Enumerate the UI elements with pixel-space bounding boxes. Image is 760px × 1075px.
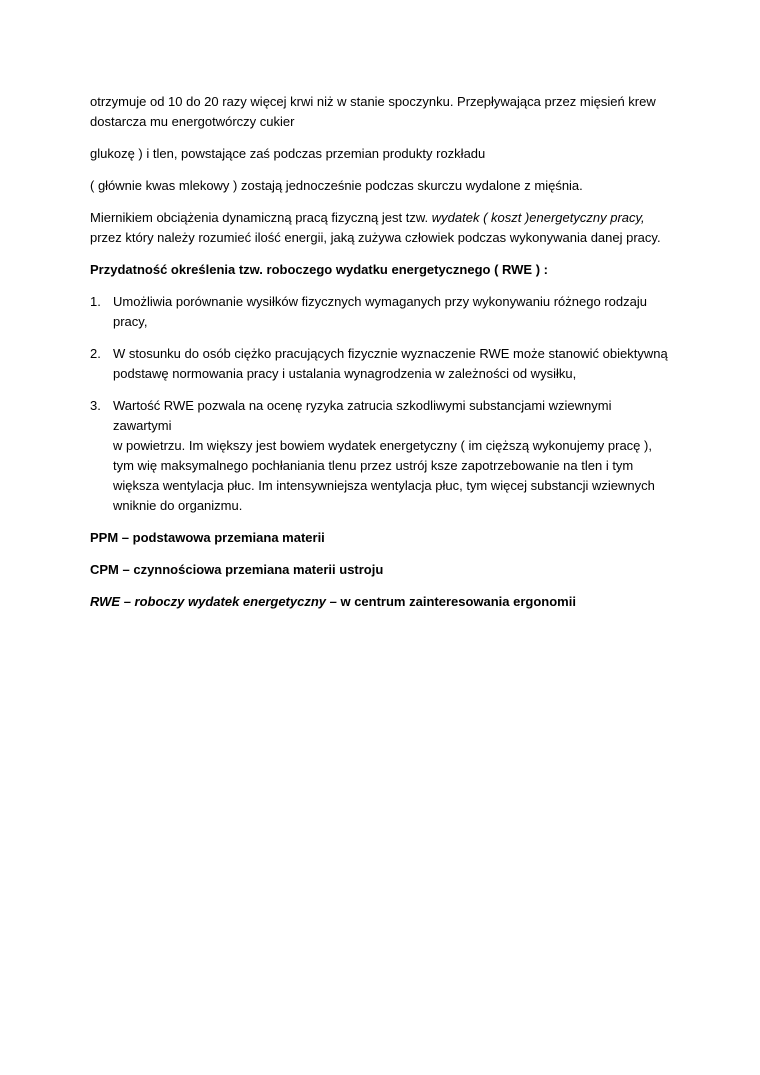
paragraph-line: przez który należy rozumieć ilość energii, jaką zużywa człowiek podczas wykonywania danej pracy. bbox=[90, 230, 661, 245]
paragraph-lactic-acid: ( głównie kwas mlekowy ) zostają jednocześnie podczas skurczu wydalone z mięśnia. bbox=[90, 178, 583, 193]
list-item-number: 1. bbox=[90, 294, 101, 309]
list-item bbox=[90, 396, 672, 516]
paragraph-blood-flow bbox=[90, 92, 672, 132]
definition-cpm: CPM – czynnościowa przemiana materii ustroju bbox=[90, 562, 384, 577]
numbered-list bbox=[90, 292, 672, 516]
list-item-number: 3. bbox=[90, 398, 101, 413]
paragraph-energy-expenditure bbox=[90, 208, 672, 248]
list-item-line: w powietrzu. Im większy jest bowiem wydatek energetyczny ( im cięższą wykonujemy pracę ), bbox=[113, 438, 652, 453]
paragraph-text: Miernikiem obciążenia dynamiczną pracą fizyczną jest tzw. bbox=[90, 210, 432, 225]
list-item bbox=[90, 344, 672, 384]
list-item-line: tym wię maksymalnego pochłaniania tlenu przez ustrój ksze zapotrzebowanie na tlen i tym bbox=[113, 458, 634, 473]
list-item-line: wniknie do organizmu. bbox=[113, 498, 243, 513]
section-heading: Przydatność określenia tzw. roboczego wydatku energetycznego ( RWE ) : bbox=[90, 262, 548, 277]
list-item-number: 2. bbox=[90, 346, 101, 361]
list-item bbox=[90, 292, 672, 332]
list-item-line: pracy, bbox=[113, 314, 148, 329]
list-item-line: W stosunku do osób ciężko pracujących fizycznie wyznaczenie RWE może stanowić obiektywną bbox=[113, 346, 668, 361]
paragraph-line: otrzymuje od 10 do 20 razy więcej krwi niż w stanie spoczynku. Przepływająca przez mięsień krew bbox=[90, 94, 656, 109]
paragraph-glucose: glukozę ) i tlen, powstające zaś podczas przemian produkty rozkładu bbox=[90, 146, 486, 161]
definition-ppm: PPM – podstawowa przemiana materii bbox=[90, 530, 325, 545]
list-item-line: większa wentylacja płuc. Im intensywniejsza wentylacja płuc, tym więcej substancji wziewnych bbox=[113, 478, 655, 493]
document-body bbox=[90, 92, 672, 624]
paragraph-line bbox=[90, 208, 672, 228]
list-item-line: Wartość RWE pozwala na ocenę ryzyka zatrucia szkodliwymi substancjami wziewnymi zawartymi bbox=[113, 398, 612, 433]
list-item-line: Umożliwia porównanie wysiłków fizycznych wymaganych przy wykonywaniu różnego rodzaju bbox=[113, 294, 647, 309]
paragraph-line: dostarcza mu energotwórczy cukier bbox=[90, 114, 295, 129]
definition-text: w centrum zainteresowania ergonomii bbox=[336, 594, 576, 609]
italic-term: wydatek ( koszt )energetyczny pracy, bbox=[431, 210, 645, 225]
italic-term: RWE – roboczy wydatek energetyczny – bbox=[90, 594, 337, 609]
definition-rwe bbox=[90, 592, 672, 612]
list-item-line: podstawę normowania pracy i ustalania wynagrodzenia w zależności od wysiłku, bbox=[113, 366, 577, 381]
